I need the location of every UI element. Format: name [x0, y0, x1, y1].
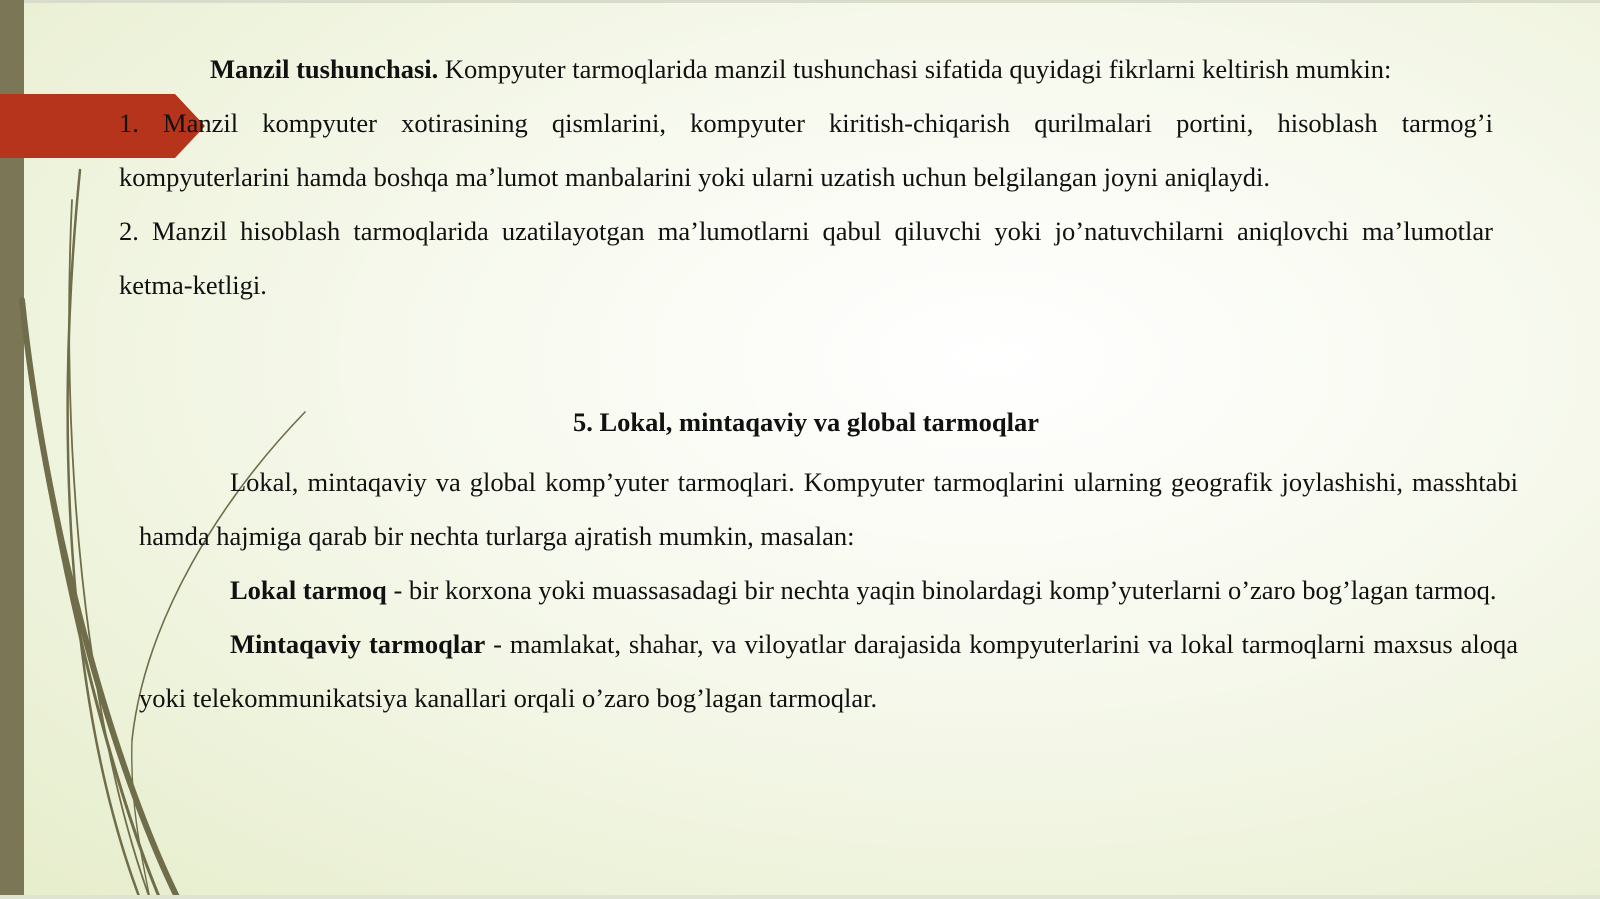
section-networks — [139, 455, 1518, 725]
local-network-definition: - bir korxona yoki muassasadagi bir nechta yaqin binolardagi komp’yuterlarni o’zaro bog’lagan tarmoq. — [386, 575, 1497, 605]
local-network-paragraph — [139, 563, 1518, 617]
regional-network-definition: - mamlakat, shahar, va viloyatlar darajasida kompyuterlarini va lokal tarmoqlarni maxsus aloqa yoki telekommunikatsiya kanallari orqali o’zaro bog’lagan tarmoqlar. — [139, 629, 1519, 713]
intro-bold: Manzil tushunchasi. — [210, 54, 439, 84]
local-network-term: Lokal tarmoq — [230, 575, 387, 605]
bottom-rule — [0, 895, 1600, 899]
list-item-1: 1. Manzil kompyuter xotirasining qismlarini, kompyuter kiritish-chiqarish qurilmalari portini, hisoblash tarmog’i kompyuterlarini hamda boshqa ma’lumot manbalarini yoki ularni uzatish uchun belgilangan joyni aniqlaydi. — [119, 108, 1493, 192]
intro-text: Kompyuter tarmoqlarida manzil tushunchasi sifatida quyidagi fikrlarni keltirish mumkin: — [438, 54, 1392, 84]
section-heading: 5. Lokal, mintaqaviy va global tarmoqlar — [573, 407, 1039, 437]
list-item-2: 2. Manzil hisoblash tarmoqlarida uzatilayotgan ma’lumotlarni qabul qiluvchi yoki jo’natuvchilarni aniqlovchi ma’lumotlar ketma-ketligi. — [119, 216, 1493, 300]
regional-network-paragraph — [139, 617, 1518, 725]
section-manzil — [119, 42, 1493, 312]
networks-intro: Lokal, mintaqaviy va global komp’yuter tarmoqlari. Kompyuter tarmoqlarini ularning geografik joylashishi, masshtabi hamda hajmiga qarab bir nechta turlarga ajratish mumkin, masalan: — [139, 467, 1518, 551]
regional-network-term: Mintaqaviy tarmoqlar — [230, 629, 486, 659]
intro-paragraph — [119, 42, 1493, 96]
